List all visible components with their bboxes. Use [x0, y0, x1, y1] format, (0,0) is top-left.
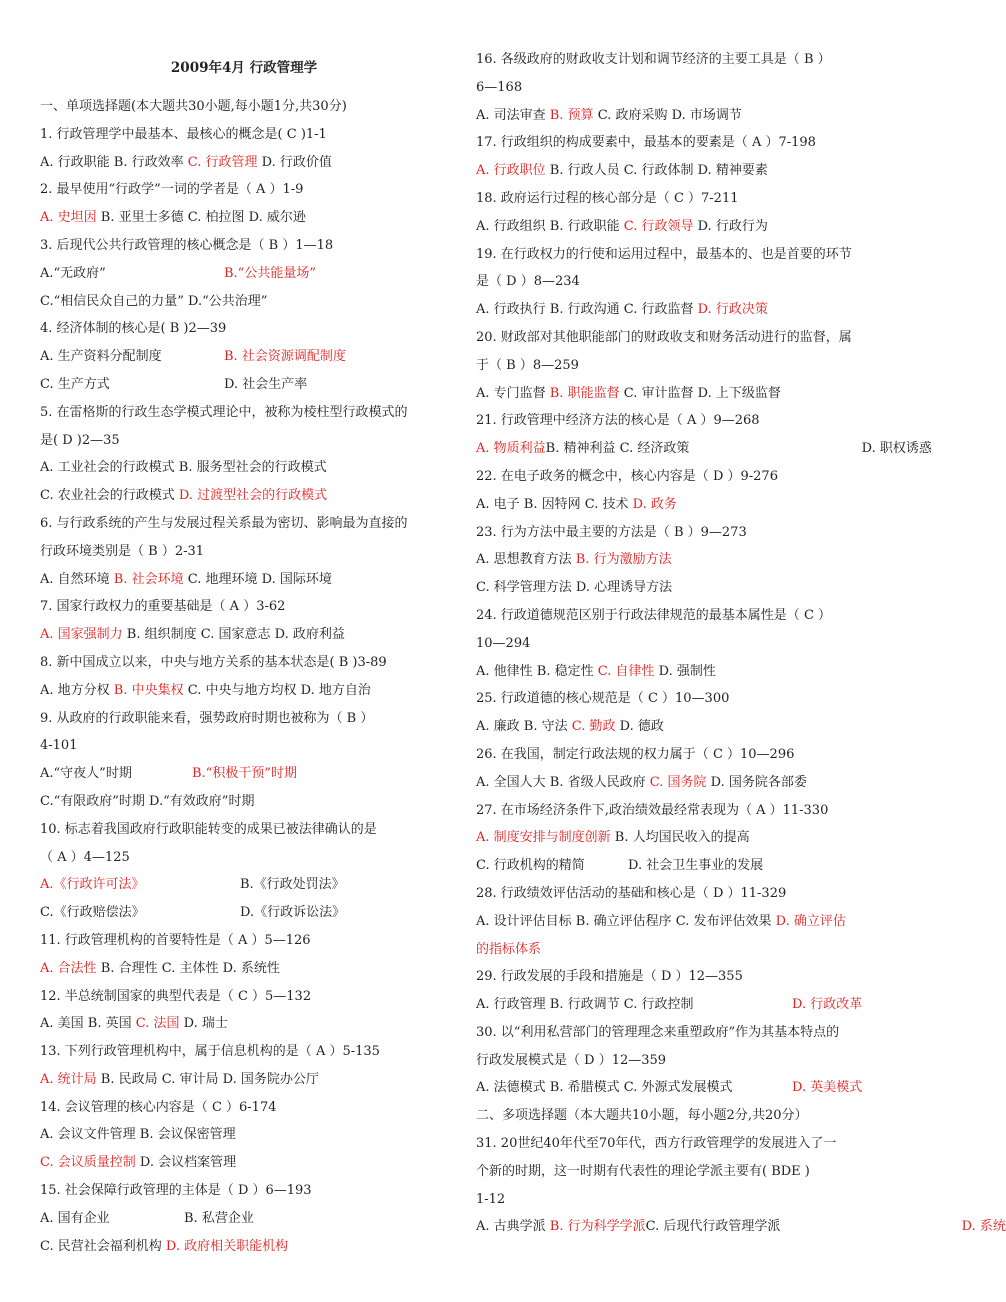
text-line: [476, 296, 886, 324]
text-line: [476, 546, 886, 574]
line-text: 9. 从政府的行政职能来看，强势政府时期也被称为（ B ）: [40, 710, 374, 726]
line-text: A. 行政组织 B. 行政职能: [476, 218, 624, 234]
line-text: 30. 以“利用私营部门的管理理念来重塑政府”作为其基本特点的: [476, 1024, 840, 1040]
answer-text: D. 行政决策: [697, 302, 768, 318]
text-line: [476, 102, 886, 130]
text-line: [476, 1158, 886, 1186]
text-line: [40, 343, 448, 371]
line-text: A. 全国人大 B. 省级人民政府: [476, 774, 650, 790]
line-text: 1-12: [476, 1191, 506, 1207]
text-line: [40, 510, 448, 538]
line-text: A. 地方分权: [40, 682, 114, 698]
line-text: 14. 会议管理的核心内容是（ C ）6-174: [40, 1099, 277, 1115]
line-text: D. 行政行为: [693, 218, 768, 234]
answer-text: D. 英美模式: [792, 1080, 863, 1096]
answer-text: A. 统计局: [40, 1071, 97, 1087]
line-text: A. 他律性 B. 稳定性: [476, 663, 598, 679]
line-text: A. 专门监督: [476, 385, 550, 401]
line-text: 26. 在我国，制定行政法规的权力属于（ C ）10—296: [476, 746, 795, 762]
line-text: D. 社会卫生事业的发展: [628, 858, 764, 874]
text-line: [476, 1019, 886, 1047]
text-line: [476, 435, 932, 463]
line-text: A. 美国 B. 英国: [40, 1016, 136, 1032]
text-line: [40, 705, 448, 733]
line-text: 25. 行政道德的核心规范是（ C ）10—300: [476, 691, 730, 707]
text-line: [476, 463, 886, 491]
line-text: A. 廉政 B. 守法: [476, 719, 572, 735]
line-text: A. 行政职能 B. 行政效率: [40, 154, 188, 170]
text-line: [476, 1047, 886, 1075]
answer-text: C. 行政管理: [187, 154, 258, 170]
line-text: 18. 政府运行过程的核心部分是（ C ）7-211: [476, 190, 739, 206]
line-text: 3. 后现代公共行政管理的核心概念是（ B ）1—18: [40, 237, 334, 253]
answer-text: B. 预算: [549, 107, 594, 123]
answer-text: D. 政务: [632, 496, 677, 512]
line-text: 20. 财政部对其他职能部门的财政收支和财务活动进行的监督，属: [476, 329, 852, 345]
answer-text: B. 社会资源调配制度: [224, 349, 346, 365]
line-text: D. 强制性: [654, 663, 716, 679]
text-line: [40, 93, 448, 121]
text-line: [40, 149, 448, 177]
text-line: [40, 1121, 448, 1149]
line-text: 于（ B ）8—259: [476, 357, 579, 373]
text-line: [476, 936, 886, 964]
line-text: C. 科学管理方法 D. 心理诱导方法: [476, 580, 673, 596]
answer-text: C. 会议质量控制: [40, 1155, 136, 1171]
text-line: [40, 176, 448, 204]
answer-text: A. 国家强制力: [40, 627, 123, 643]
line-text: 31. 20世纪40年代至70年代，西方行政管理学的发展进入了一: [476, 1136, 837, 1152]
line-text: 17. 行政组织的构成要素中，最基本的要素是（ A ）7-198: [476, 135, 816, 151]
answer-text: B. 行为科学学派: [549, 1219, 646, 1235]
line-text: C. 民营社会福利机构: [40, 1238, 166, 1254]
line-text: B. 私营企业: [184, 1210, 254, 1226]
page-title: 2009年4月 行政管理学: [170, 60, 318, 76]
line-text: A. 司法审查: [476, 107, 550, 123]
text-line: [40, 871, 448, 899]
answer-text: A. 行政职位: [476, 163, 546, 179]
line-text: A. 行政管理 B. 行政调节 C. 行政控制: [476, 997, 694, 1013]
line-text: 10. 标志着我国政府行政职能转变的成果已被法律确认的是: [40, 821, 377, 837]
line-text: 是( D )2—35: [40, 432, 120, 448]
text-line: [476, 769, 886, 797]
answer-text: 的指标体系: [476, 941, 542, 957]
text-line: [476, 963, 886, 991]
line-text: A. 思想教育方法: [476, 552, 576, 568]
answer-text: B. 行为激励方法: [575, 552, 672, 568]
text-line: [40, 566, 448, 594]
left-column: [40, 48, 448, 1260]
text-line: [476, 824, 886, 852]
text-line: [476, 185, 886, 213]
line-text: 8. 新中国成立以来，中央与地方关系的基本状态是( B )3-89: [40, 654, 387, 670]
line-text: D. 社会生产率: [224, 376, 308, 392]
right-column: [476, 46, 1006, 1241]
line-text: 12. 半总统制国家的典型代表是（ C ）5—132: [40, 988, 312, 1004]
line-text: C. 审计监督 D. 上下级监督: [619, 385, 781, 401]
line-text: 个新的时期，这一时期有代表性的理论学派主要有( BDE ): [476, 1163, 810, 1179]
text-line: [476, 46, 886, 74]
answer-text: A. 史坦因: [40, 210, 97, 226]
line-text: 行政环境类别是（ B ）2-31: [40, 543, 205, 559]
answer-text: C. 勤政: [571, 719, 616, 735]
text-line: [476, 491, 886, 519]
text-line: [40, 1177, 448, 1205]
line-text: A.“无政府”: [40, 265, 106, 281]
text-line: [476, 741, 886, 769]
answer-text: A. 制度安排与制度创新: [476, 830, 611, 846]
answer-text: C. 国务院: [649, 774, 707, 790]
line-text: D. 德政: [615, 719, 664, 735]
text-line: [476, 991, 886, 1019]
text-line: [40, 1066, 448, 1094]
line-text: 2. 最早使用“行政学”一词的学者是（ A ）1-9: [40, 182, 304, 198]
text-line: [476, 380, 886, 408]
text-line: [476, 880, 886, 908]
line-text: D.“有效政府”时期: [144, 793, 255, 809]
text-line: [476, 1130, 886, 1158]
text-line: [40, 399, 448, 427]
line-text: 13. 下列行政管理机构中，属于信息机构的是（ A ）5-135: [40, 1044, 380, 1060]
text-line: [40, 816, 448, 844]
text-line: [40, 1233, 448, 1261]
text-line: [476, 157, 886, 185]
answer-text: D. 系统: [961, 1219, 1006, 1235]
text-line: [476, 1186, 886, 1214]
line-text: 一、单项选择题(本大题共30小题,每小题1分,共30分): [40, 99, 347, 114]
line-text: C. 中央与地方均权 D. 地方自治: [183, 682, 371, 698]
text-line: [40, 538, 448, 566]
line-text: 29. 行政发展的手段和措施是（ D ）12—355: [476, 969, 743, 985]
text-line: [40, 844, 448, 872]
line-text: C. 农业社会的行政模式: [40, 488, 179, 504]
line-text: 10—294: [476, 635, 531, 651]
line-text: A. 法德模式 B. 希腊模式 C. 外源式发展模式: [476, 1080, 733, 1096]
line-text: A. 生产资料分配制度: [40, 349, 162, 365]
text-line: [476, 602, 886, 630]
line-text: A. 行政执行 B. 行政沟通 C. 行政监督: [476, 302, 698, 318]
line-text: 6. 与行政系统的产生与发展过程关系最为密切、影响最为直接的: [40, 515, 408, 531]
line-text: D. 会议档案管理: [135, 1155, 237, 1171]
line-text: A. 工业社会的行政模式 B. 服务型社会的行政模式: [40, 460, 327, 476]
text-line: [476, 268, 886, 296]
line-text: B.《行政处罚法》: [240, 877, 345, 893]
text-line: [40, 1205, 448, 1233]
text-line: [40, 649, 448, 677]
text-line: [40, 1010, 448, 1038]
line-text: 19. 在行政权力的行使和运用过程中，最基本的、也是首要的环节: [476, 246, 852, 262]
text-line: [40, 288, 448, 316]
text-line: [40, 454, 448, 482]
line-text: D.《行政诉讼法》: [240, 905, 346, 921]
line-text: A. 国有企业: [40, 1210, 110, 1226]
text-line: [476, 852, 886, 880]
line-text: 1. 行政管理学中最基本、最核心的概念是( C )1-1: [40, 126, 327, 142]
line-text: A. 会议文件管理 B. 会议保密管理: [40, 1127, 236, 1143]
text-line: [40, 260, 448, 288]
text-line: [40, 1094, 448, 1122]
line-text: A. 电子 B. 因特网 C. 技术: [476, 496, 633, 512]
text-line: [40, 760, 448, 788]
text-line: [476, 713, 886, 741]
text-line: [476, 1213, 1006, 1241]
text-line: [476, 685, 886, 713]
text-line: [476, 519, 886, 547]
text-line: [476, 797, 886, 825]
line-text: 22. 在电子政务的概念中，核心内容是（ D ）9-276: [476, 468, 778, 484]
answer-text: B. 中央集权: [113, 682, 184, 698]
text-line: [476, 352, 886, 380]
text-line: [476, 574, 886, 602]
line-text: B. 亚里士多德 C. 柏拉图 D. 威尔逊: [96, 210, 306, 226]
line-text: A. 自然环境: [40, 571, 114, 587]
text-line: [40, 121, 448, 149]
text-line: [40, 232, 448, 260]
answer-text: C. 行政领导: [623, 218, 694, 234]
line-text: B. 合理性 C. 主体性 D. 系统性: [96, 960, 280, 976]
text-line: [476, 129, 886, 157]
answer-text: B.“公共能量场”: [224, 265, 316, 281]
line-text: A. 设计评估目标 B. 确立评估程序 C. 发布评估效果: [476, 913, 776, 929]
answer-text: A.《行政许可法》: [40, 877, 145, 893]
line-text: C. 生产方式: [40, 376, 110, 392]
answer-text: A. 合法性: [40, 960, 97, 976]
text-line: [476, 630, 886, 658]
line-text: B. 人均国民收入的提高: [610, 830, 750, 846]
left-question-list: [40, 93, 448, 1260]
line-text: A. 古典学派: [476, 1219, 550, 1235]
text-line: [40, 482, 448, 510]
line-text: C. 政府采购 D. 市场调节: [593, 107, 742, 123]
answer-text: A. 物质利益: [476, 441, 546, 457]
answer-text: B. 职能监督: [549, 385, 620, 401]
line-text: 27. 在市场经济条件下,政治绩效最经常表现为（ A ）11-330: [476, 802, 829, 818]
answer-text: B. 社会环境: [113, 571, 184, 587]
line-text: 4-101: [40, 738, 78, 754]
text-line: [40, 1149, 448, 1177]
answer-text: C. 自律性: [597, 663, 655, 679]
text-line: [476, 1074, 886, 1102]
line-text: D. 国务院各部委: [706, 774, 807, 790]
text-line: [40, 732, 448, 760]
line-text: A.“守夜人”时期: [40, 766, 132, 782]
answer-text: D. 确立评估: [775, 913, 846, 929]
line-text: B. 行政人员 C. 行政体制 D. 精神要素: [545, 163, 768, 179]
text-line: [476, 1102, 886, 1130]
line-text: 行政发展模式是（ D ）12—359: [476, 1052, 667, 1068]
right-question-list: [476, 46, 1006, 1241]
answer-text: D. 行政改革: [792, 997, 863, 1013]
line-text: D. 职权诱惑: [861, 441, 932, 457]
line-text: 15. 社会保障行政管理的主体是（ D ）6—193: [40, 1183, 312, 1199]
line-text: C.《行政赔偿法》: [40, 905, 145, 921]
text-line: [476, 74, 886, 102]
text-line: [40, 677, 448, 705]
text-line: [40, 899, 448, 927]
text-line: [476, 658, 886, 686]
line-text: 4. 经济体制的核心是( B )2—39: [40, 321, 227, 337]
line-text: 5. 在雷格斯的行政生态学模式理论中，被称为棱柱型行政模式的: [40, 404, 408, 420]
text-line: [476, 407, 886, 435]
line-text: C. 后现代行政管理学派: [645, 1219, 781, 1235]
text-line: [40, 315, 448, 343]
line-text: B. 精神利益 C. 经济政策: [545, 441, 690, 457]
text-line: [40, 593, 448, 621]
text-line: [40, 427, 448, 455]
line-text: C. 行政机构的精简: [476, 858, 585, 874]
text-line: [40, 927, 448, 955]
text-line: [40, 621, 448, 649]
line-text: 7. 国家行政权力的重要基础是（ A ）3-62: [40, 599, 286, 615]
line-text: 23. 行为方法中最主要的方法是（ B ）9—273: [476, 524, 747, 540]
line-text: （ A ）4—125: [40, 849, 130, 865]
text-line: [476, 241, 886, 269]
line-text: 6—168: [476, 79, 523, 95]
line-text: D. 瑞士: [179, 1016, 228, 1032]
line-text: 16. 各级政府的财政收支计划和调节经济的主要工具是（ B ）: [476, 52, 831, 67]
line-text: C. 地理环境 D. 国际环境: [183, 571, 332, 587]
text-line: [476, 324, 886, 352]
line-text: 21. 行政管理中经济方法的核心是（ A ）9—268: [476, 413, 760, 429]
text-line: [476, 908, 886, 936]
line-text: B. 民政局 C. 审计局 D. 国务院办公厅: [96, 1071, 319, 1087]
answer-text: B.“积极干预”时期: [192, 766, 297, 782]
line-text: 11. 行政管理机构的首要特性是（ A ）5—126: [40, 932, 311, 948]
text-line: [40, 788, 448, 816]
line-text: 28. 行政绩效评估活动的基础和核心是（ D ）11-329: [476, 885, 787, 901]
line-text: D. 行政价值: [257, 154, 332, 170]
line-text: B. 组织制度 C. 国家意志 D. 政府利益: [122, 627, 345, 643]
text-line: [40, 1038, 448, 1066]
line-text: 二、多项选择题（本大题共10小题，每小题2分,共20分）: [476, 1108, 808, 1124]
text-line: [476, 213, 886, 241]
answer-text: D. 政府相关职能机构: [165, 1238, 289, 1254]
line-text: D.“公共治理”: [183, 293, 268, 309]
text-line: [40, 204, 448, 232]
answer-text: C. 法国: [135, 1016, 180, 1032]
answer-text: D. 过渡型社会的行政模式: [178, 488, 328, 504]
line-text: C.“相信民众自己的力量”: [40, 293, 184, 309]
line-text: C.“有限政府”时期: [40, 793, 145, 809]
text-line: [40, 983, 448, 1011]
line-text: 是（ D ）8—234: [476, 274, 580, 290]
text-line: [40, 955, 448, 983]
line-text: 24. 行政道德规范区别于行政法律规范的最基本属性是（ C ）: [476, 607, 832, 623]
text-line: [40, 371, 448, 399]
